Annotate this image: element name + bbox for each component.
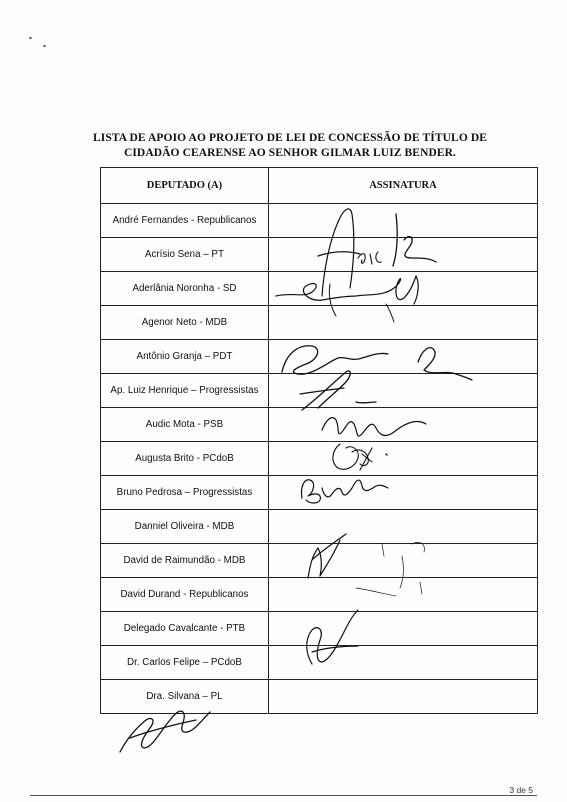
deputy-name: André Fernandes - Republicanos [101, 204, 269, 238]
title-line-2: CIDADÃO CEARENSE AO SENHOR GILMAR LUIZ BENDER. [123, 147, 457, 159]
table-row [101, 272, 538, 306]
table-row [101, 374, 538, 408]
deputy-name: Delegado Cavalcante - PTB [101, 612, 269, 646]
deputy-name: Augusta Brito - PCdoB [101, 442, 269, 476]
signature-cell [268, 442, 537, 476]
column-header-deputado: DEPUTADO (A) [101, 168, 269, 204]
deputy-name: Bruno Pedrosa – Progressistas [101, 476, 269, 510]
signature-cell [268, 238, 537, 272]
deputy-name: David Durand - Republicanos [101, 578, 269, 612]
signature-cell [268, 408, 537, 442]
table-header-row [101, 168, 538, 204]
table-row [101, 510, 538, 544]
deputy-name: Acrísio Sena – PT [101, 238, 269, 272]
table-row [101, 408, 538, 442]
deputy-name: Dra. Silvana – PL [101, 680, 269, 714]
signature-cell [268, 544, 537, 578]
deputy-name: Aderlânia Noronha - SD [101, 272, 269, 306]
signature-cell [268, 578, 537, 612]
title-line-1: LISTA DE APOIO AO PROJETO DE LEI DE CONCESSÃO DE TÍTULO DE [92, 132, 488, 144]
signature-cell [268, 646, 537, 680]
table-row [101, 204, 538, 238]
signature-cell [268, 272, 537, 306]
deputy-name: David de Raimundão - MDB [101, 544, 269, 578]
signature-cell [268, 374, 537, 408]
table-row [101, 544, 538, 578]
column-header-assinatura: ASSINATURA [268, 168, 537, 204]
deputy-name: Audic Mota - PSB [101, 408, 269, 442]
deputy-name: Dr. Carlos Felipe – PCdoB [101, 646, 269, 680]
table-row [101, 442, 538, 476]
table-row [101, 476, 538, 510]
scan-speck [30, 38, 45, 46]
table-row [101, 646, 538, 680]
page-number: 3 de 5 [509, 785, 533, 795]
footer-line [30, 795, 537, 796]
deputy-name: Antônio Granja – PDT [101, 340, 269, 374]
table-row [101, 612, 538, 646]
signature-mark [120, 711, 210, 752]
document-title [80, 131, 500, 161]
signature-table [100, 167, 538, 714]
table-row [101, 680, 538, 714]
table-row [101, 340, 538, 374]
signature-cell [268, 204, 537, 238]
deputy-name: Agenor Neto - MDB [101, 306, 269, 340]
signature-cell [268, 510, 537, 544]
deputy-name: Ap. Luiz Henrique – Progressistas [101, 374, 269, 408]
signature-cell [268, 340, 537, 374]
signature-cell [268, 306, 537, 340]
table-row [101, 578, 538, 612]
signature-cell [268, 612, 537, 646]
deputy-name: Danniel Oliveira - MDB [101, 510, 269, 544]
signature-cell [268, 476, 537, 510]
table-row [101, 238, 538, 272]
signature-cell [268, 680, 537, 714]
table-row [101, 306, 538, 340]
